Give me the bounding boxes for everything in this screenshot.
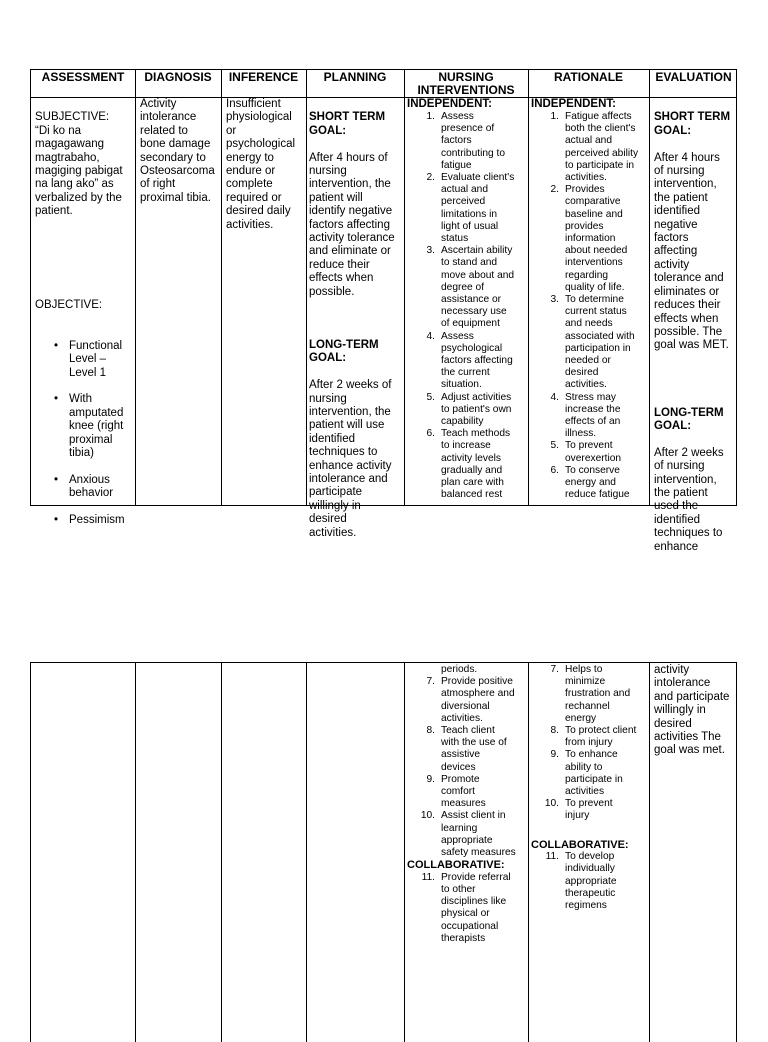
rationale-item [531, 111, 648, 184]
column-divider [221, 70, 222, 505]
objective-item: • With amputated knee (right proximal tibia) [69, 393, 133, 460]
objective-item: • Pessimism [69, 514, 133, 527]
column-divider [135, 663, 136, 1042]
item-number: 9. [550, 749, 559, 761]
rationale-item [531, 465, 648, 502]
column-divider [404, 663, 405, 1042]
item-number: 9. [426, 773, 435, 785]
intervention-item [407, 111, 527, 172]
column-divider [649, 70, 650, 505]
rationale-item [531, 440, 648, 464]
item-text: Assess presence of factors contributing to fatigue [441, 111, 505, 171]
item-text: Assist client in learning appropriate safety measures [441, 810, 516, 859]
item-text: To conserve energy and reduce fatigue [565, 464, 630, 501]
intervention-item [407, 676, 527, 725]
interventions-list-continued [407, 676, 527, 859]
item-number: 8. [426, 725, 435, 737]
rationale-item [531, 725, 648, 749]
interventions-continued-cell [407, 664, 527, 945]
rationale-item [531, 392, 648, 441]
rationale-item [531, 664, 648, 725]
assessment-cell [35, 98, 133, 554]
rationale-item [531, 798, 648, 822]
item-number: 4. [426, 330, 435, 342]
item-text: Evaluate client's actual and perceived limitations in light of usual status [441, 172, 515, 245]
intervention-item [407, 725, 527, 774]
item-text: To determine current status and needs associated with participation in needed or desired activities. [565, 294, 635, 391]
evaluation-short-term-label: SHORT TERM GOAL: [654, 111, 731, 137]
item-number: 7. [550, 664, 559, 675]
item-text: Provides comparative baseline and provides information about needed interventions regarding quality of life. [565, 184, 628, 293]
evaluation-short-term-text: After 4 hours of nursing intervention, the patient identified negative factors affecting activity tolerance and eliminates or reduces their effects when possible. The goal was MET. [654, 151, 729, 352]
header-evaluation: EVALUATION [655, 70, 732, 84]
intervention-item [407, 774, 527, 811]
header-planning: PLANNING [323, 70, 387, 84]
planning-long-term-label: LONG-TERM GOAL: [309, 338, 379, 365]
intervention-item-continued: periods. [441, 664, 478, 675]
item-number: 10. [420, 810, 435, 822]
item-number: 2. [426, 172, 435, 184]
rationale-independent-label: INDEPENDENT: [531, 98, 616, 110]
inference-text: Insufficient physiological or psychological energy to endure or complete required or desired daily activities. [226, 98, 296, 231]
planning-short-term-label: SHORT TERM GOAL: [309, 111, 386, 137]
rationale-collaborative-label: COLLABORATIVE: [531, 838, 629, 851]
item-text: Ascertain ability to stand and move about and degree of assistance or necessary use of equipment [441, 245, 515, 330]
item-text: To develop individually appropriate therapeutic regimens [565, 851, 617, 911]
planning-long-term-text: After 2 weeks of nursing intervention, the patient will use identified techniques to enhance activity intolerance and participate willingly in desired activities. [309, 379, 392, 539]
assessment-objective-label: OBJECTIVE: [35, 299, 103, 312]
item-number: 3. [550, 294, 559, 306]
item-number: 11. [421, 871, 435, 883]
rationale-list-continued [531, 664, 648, 823]
intervention-item [407, 810, 527, 859]
rationale-item [531, 294, 648, 392]
care-plan-table-page2 [30, 662, 737, 1042]
intervention-item [407, 172, 527, 245]
interventions-collaborative-label: COLLABORATIVE: [407, 859, 505, 872]
header-inference: INFERENCE [228, 70, 299, 84]
column-divider [528, 663, 529, 1042]
planning-cell [309, 98, 404, 553]
assessment-subjective: SUBJECTIVE: “Di ko na magagawang magtrabaho, magiging pabigat na lang ako” as verbalized by the patient. [35, 111, 123, 218]
item-text: Fatigue affects both the client's actual and perceived ability to participate in activities. [565, 111, 639, 184]
rationale-item [531, 184, 648, 294]
planning-short-term-text: After 4 hours of nursing intervention, the patient will identify negative factors affecting activity tolerance and eliminate or reduce their effects when possible. [309, 151, 395, 298]
column-divider [306, 663, 307, 1042]
column-divider [221, 663, 222, 1042]
item-number: 1. [550, 111, 559, 122]
column-divider [135, 70, 136, 505]
objective-item: • Anxious behavior [69, 474, 133, 501]
item-text: Stress may increase the effects of an illness. [565, 391, 621, 440]
intervention-item [407, 872, 527, 945]
objective-item: • Functional Level – Level 1 [69, 340, 133, 380]
column-divider [528, 70, 529, 505]
item-number: 7. [426, 676, 435, 688]
intervention-item [407, 245, 527, 330]
intervention-item [407, 331, 527, 392]
item-text: Adjust activities to patient's own capability [441, 391, 512, 428]
care-plan-table-page1 [30, 69, 737, 553]
item-number: 3. [426, 245, 435, 257]
item-text: Teach client with the use of assistive devices [441, 725, 507, 773]
item-text: Teach methods to increase activity levels gradually and plan care with balanced rest [441, 428, 511, 501]
header-assessment: ASSESSMENT [41, 70, 125, 84]
rationale-cell [531, 98, 648, 502]
header-nursing-interventions: NURSING INTERVENTIONS [417, 70, 515, 97]
interventions-list [407, 111, 527, 502]
evaluation-long-term-text: After 2 weeks of nursing intervention, the patient used the identified techniques to enhance [654, 446, 724, 553]
rationale-item [531, 851, 648, 912]
intervention-item [407, 392, 527, 429]
header-rationale: RATIONALE [553, 70, 624, 84]
item-number: 2. [550, 184, 559, 196]
item-text: Provide positive atmosphere and diversional activities. [441, 676, 515, 724]
rationale-collaborative-list [531, 851, 648, 912]
item-number: 6. [426, 428, 435, 440]
column-divider [404, 70, 405, 505]
item-number: 8. [550, 725, 559, 737]
column-divider [649, 663, 650, 1042]
interventions-collaborative-list [407, 872, 527, 945]
item-text: To enhance ability to participate in activities [565, 749, 623, 798]
evaluation-long-term-label: LONG-TERM GOAL: [654, 406, 724, 432]
item-number: 5. [426, 391, 435, 403]
item-number: 5. [550, 440, 559, 452]
item-text: To protect client from injury [565, 725, 637, 749]
column-divider [306, 70, 307, 505]
evaluation-cell [654, 98, 738, 567]
rationale-item [531, 749, 648, 798]
item-number: 10. [544, 798, 559, 810]
item-text: Provide referral to other disciplines like physical or occupational therapists [441, 871, 511, 944]
item-text: Helps to minimize frustration and rechannel energy [565, 664, 631, 724]
assessment-objective-list [35, 326, 133, 541]
item-text: To prevent injury [565, 798, 613, 822]
item-number: 11. [545, 851, 559, 863]
item-number: 1. [426, 111, 435, 122]
rationale-list [531, 111, 648, 502]
item-text: To prevent overexertion [565, 440, 622, 464]
item-number: 6. [550, 464, 559, 476]
header-diagnosis: DIAGNOSIS [144, 70, 212, 84]
item-text: Assess psychological factors affecting the current situation. [441, 330, 513, 391]
rationale-continued-cell [531, 664, 648, 912]
diagnosis-text: Activity intolerance related to bone damage secondary to Osteosarcoma of right proximal tibia. [140, 98, 215, 204]
item-text: Promote comfort measures [441, 773, 486, 810]
item-number: 4. [550, 391, 559, 403]
interventions-cell [407, 98, 527, 502]
intervention-item [407, 428, 527, 501]
evaluation-continued-text: activity intolerance and participate willingly in desired activities The goal was met. [654, 664, 730, 757]
interventions-independent-label: INDEPENDENT: [407, 98, 492, 110]
